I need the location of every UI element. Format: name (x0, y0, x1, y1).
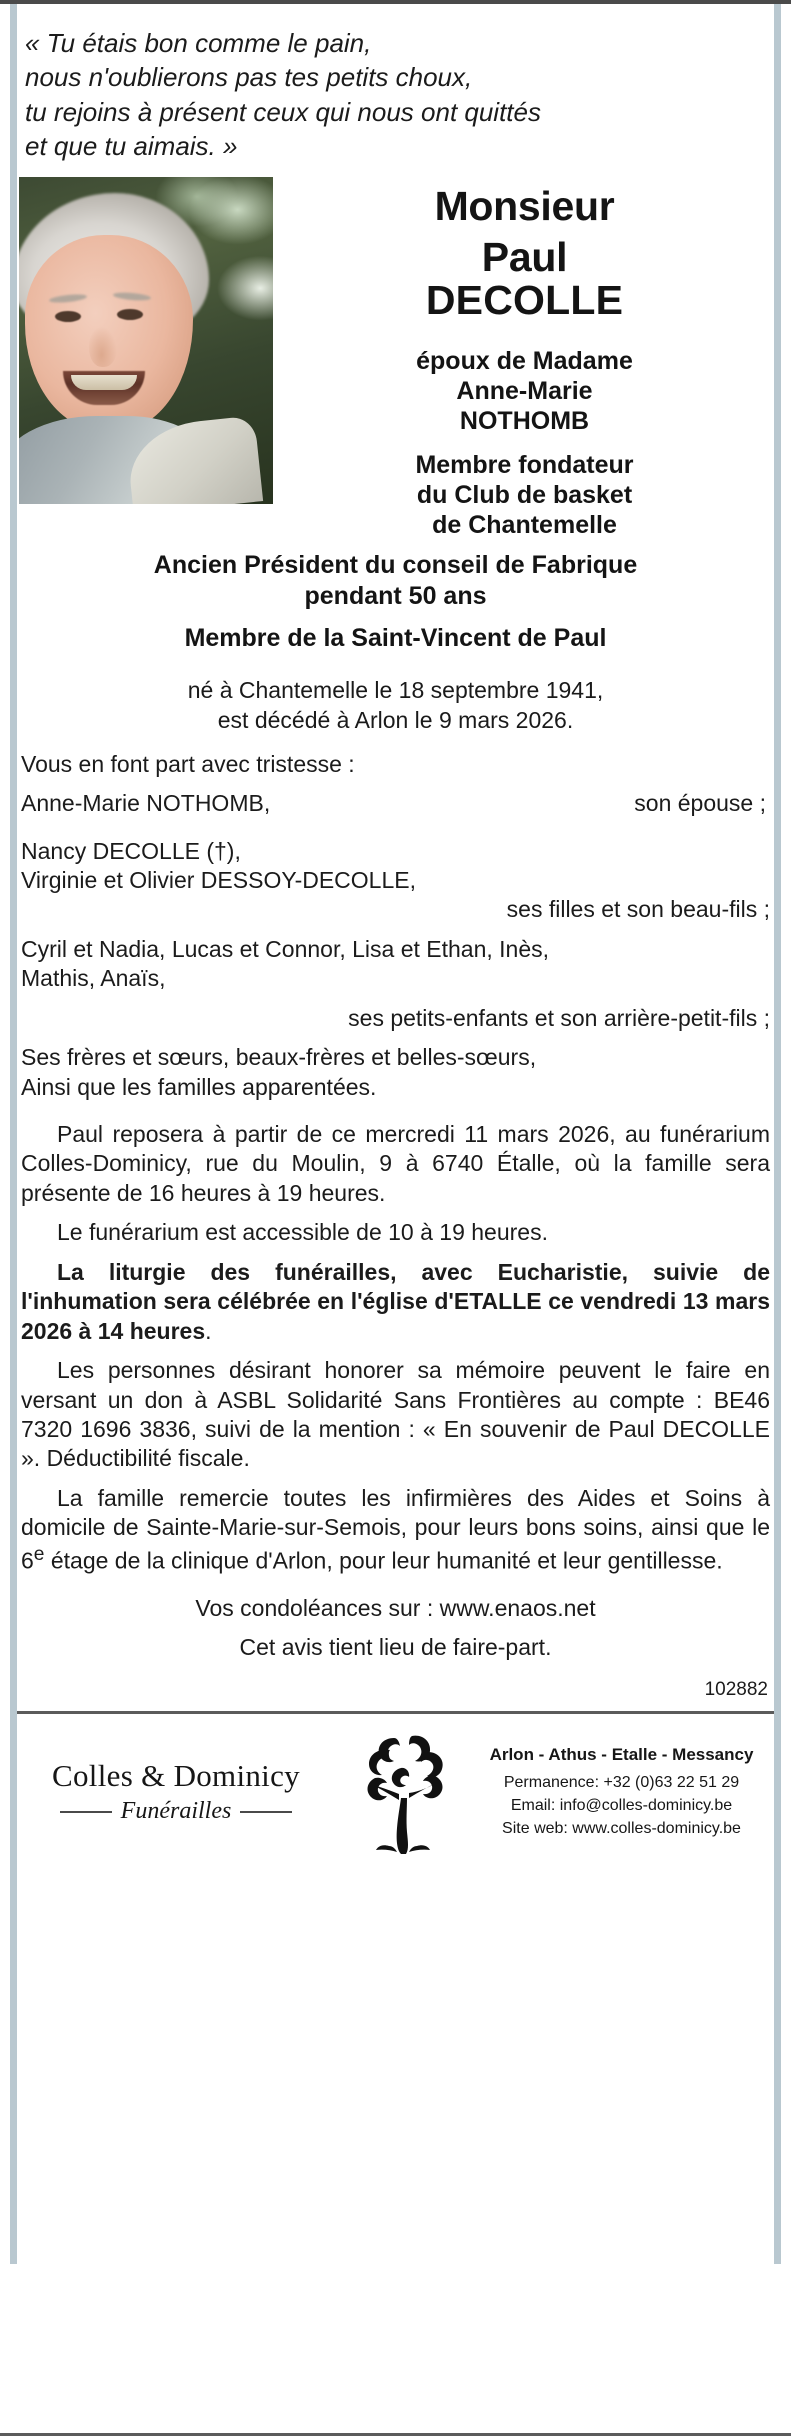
role-fabrique-line-1: Ancien Président du conseil de Fabrique (153, 551, 638, 580)
portrait-photo (19, 177, 273, 504)
reference-number: 102882 (704, 1678, 768, 1700)
role-fabrique-line-2: pendant 50 ans (304, 581, 487, 610)
notice-content (17, 4, 774, 1866)
announcement-body (17, 750, 774, 1663)
role-basket-line-2: du Club de basket (416, 481, 633, 510)
paragraph-liturgy (21, 1258, 770, 1346)
birth-line: né à Chantemelle le 18 septembre 1941, (187, 676, 604, 703)
spouse-row (21, 789, 770, 818)
liturgy-period: . (205, 1317, 212, 1344)
brand-name: Colles & Dominicy (52, 1758, 300, 1794)
paragraph-repose: Paul reposera à partir de ce mercredi 11 mars 2026, au funérarium Colles-Dominicy, rue du Moulin, 9 à 6740 Étalle, où la famille sera présente de 16 heures à 19 heures. (21, 1121, 770, 1206)
spouse-block (281, 346, 768, 436)
contact-email[interactable]: Email: info@colles-dominicy.be (510, 1796, 733, 1814)
faire-part-notice: Cet avis tient lieu de faire-part. (239, 1634, 552, 1661)
paragraph-access: Le funérarium est accessible de 10 à 19 heures. (57, 1219, 548, 1246)
daughter-row-1: Nancy DECOLLE (†), (21, 837, 241, 864)
families-line: Ainsi que les familles apparentées. (21, 1073, 377, 1100)
surname: DECOLLE (425, 277, 624, 324)
photo-teeth (71, 375, 137, 390)
spouse-row-relation: son épouse ; (634, 790, 766, 817)
contact-phone[interactable]: Permanence: +32 (0)63 22 51 29 (503, 1774, 740, 1792)
announce-intro: Vous en font part avec tristesse : (21, 750, 355, 777)
grandchildren-relation: ses petits-enfants et son arrière-petit-fils ; (348, 1004, 770, 1031)
role-fabrique (17, 550, 774, 611)
spouse-surname: NOTHOMB (459, 407, 590, 436)
grandchildren-line-1: Cyril et Nadia, Lucas et Connor, Lisa et Ethan, Inès, (21, 935, 550, 962)
spouse-row-name: Anne-Marie NOTHOMB, (21, 790, 271, 817)
memorial-quote (17, 4, 774, 163)
funeral-home-footer (17, 1714, 774, 1866)
contact-website[interactable]: Site web: www.colles-dominicy.be (502, 1819, 741, 1837)
liturgy-bold-text: La liturgie des funérailles, avec Eucharistie, suivie de l'inhumation sera célébrée en l'église d'ETALLE ce vendredi 13 mars 2026 à 14 heures (21, 1258, 770, 1344)
grandchildren-line-2: Mathis, Anaïs, (21, 965, 166, 992)
tree-logo-icon (341, 1728, 467, 1856)
service-towns: Arlon - Athus - Etalle - Messancy (489, 1745, 754, 1765)
funeral-home-contact (477, 1743, 770, 1840)
paragraph-thanks (21, 1484, 770, 1576)
quote-line-2: nous n'oublierons pas tes petits choux, (25, 62, 473, 93)
spouse-label: époux de Madame (416, 347, 633, 376)
left-border-rail (10, 4, 17, 2264)
paragraph-donation: Les personnes désirant honorer sa mémoire peuvent le faire en versant un don à ASBL Solidarité Sans Frontières au compte : BE46 7320 1696 3836, suivi de la mention : « En souvenir de Paul DECOLLE ». Déductibilité fiscale. (21, 1357, 770, 1472)
thanks-ordinal-suffix: e (33, 1543, 45, 1565)
quote-line-1: « Tu étais bon comme le pain, (25, 28, 372, 58)
right-border-rail (774, 4, 781, 2264)
siblings-line: Ses frères et sœurs, beaux-frères et belles-sœurs, (21, 1044, 537, 1071)
role-basket-line-3: de Chantemelle (432, 511, 617, 540)
life-dates (17, 676, 774, 736)
portrait-and-heading (17, 177, 774, 540)
daughters-relation: ses filles et son beau-fils ; (506, 896, 770, 923)
funeral-home-brand (21, 1758, 331, 1825)
death-line: est décédé à Arlon le 9 mars 2026. (217, 706, 574, 733)
photo-nose (89, 327, 117, 367)
quote-line-4: et que tu aimais. » (25, 130, 238, 161)
thanks-text-pre: La famille remercie toutes les infirmières des Aides et Soins à domicile de Sainte-Marie-sur-Semois, pour leurs bons soins, ainsi que le 6 (21, 1484, 770, 1574)
quote-line-3: tu rejoins à présent ceux qui nous ont quittés (25, 96, 541, 127)
brand-subtitle: Funérailles (120, 1798, 232, 1825)
thanks-text-post: étage de la clinique d'Arlon, pour leur humanité et leur gentillesse. (44, 1547, 723, 1574)
role-basket-line-1: Membre fondateur (415, 451, 634, 480)
role-saint-vincent: Membre de la Saint-Vincent de Paul (184, 624, 607, 653)
role-basket-club (281, 450, 768, 540)
heading-block (273, 177, 774, 540)
honorific: Monsieur (434, 183, 615, 230)
first-name: Paul (481, 234, 568, 281)
spouse-first-name: Anne-Marie (456, 377, 593, 406)
condolences-line[interactable]: Vos condoléances sur : www.enaos.net (195, 1594, 596, 1621)
daughter-row-2: Virginie et Olivier DESSOY-DECOLLE, (21, 866, 416, 893)
